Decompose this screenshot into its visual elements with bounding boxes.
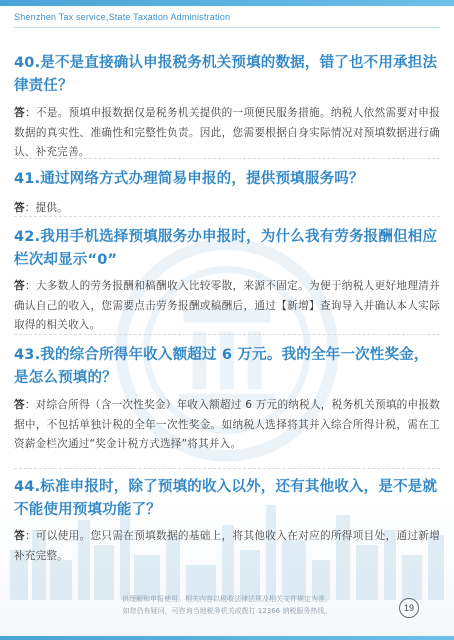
answer-42	[14, 277, 440, 336]
header-title: Shenzhen Tax service,State Taxation Administration	[14, 12, 231, 22]
question-41: 41.通过网络方式办理简易申报的，提供预填服务吗？	[14, 171, 364, 187]
answer-text: ：可以使用。您只需在预填数据的基础上，将其他收入在对应的所得项目处，通过新增补充完整。	[14, 530, 440, 562]
question-43: 43.我的综合所得年收入额超过 6 万元。我的全年一次性奖金，是怎么预填的？	[14, 347, 429, 386]
answer-label: 答	[14, 280, 25, 292]
question-40: 40.是不是直接确认申报税务机关预填的数据，错了也不用承担法律责任？	[14, 55, 438, 94]
question-42: 42.我用手机选择预填服务办申报时，为什么我有劳务报酬但相应栏次却显示“0”	[14, 229, 438, 268]
qa-item-44	[14, 476, 440, 566]
qa-item-41	[14, 168, 440, 219]
answer-text: ：大多数人的劳务报酬和稿酬收入比较零散，来源不固定。为便于纳税人更好地理清并确认自己的收入，您需要点击劳务报酬或稿酬后，通过【新增】查询导入并确认本人实际取得的相关收入。	[14, 280, 440, 331]
answer-text: ：对综合所得（含一次性奖金）年收入额超过 6 万元的纳税人，税务机关预填的申报数据中，不包括单独计税的全年一次性奖金。如纳税人选择将其并入综合所得计税，需在工资薪金栏次通过“奖金计税方式选择”将其并入。	[14, 399, 440, 450]
section-divider	[14, 334, 440, 335]
answer-44	[14, 527, 440, 566]
answer-text: ：提供。	[24, 202, 68, 214]
qa-item-43	[14, 344, 440, 455]
footer-note-line-1: 供理解和申报使用。相关内容以税收法律法规及相关文件规定为准。	[122, 595, 332, 603]
footer-note-line-2: 如您仍有疑问，可咨询当地税务机关或拨打 12366 纳税服务热线。	[122, 607, 332, 615]
qa-item-42	[14, 226, 440, 336]
answer-label: 答	[14, 107, 25, 119]
section-divider	[14, 158, 440, 159]
page-number: 19	[399, 598, 419, 618]
section-divider	[14, 468, 440, 469]
answer-label: 答	[14, 530, 25, 542]
answer-text: ：不是。预填申报数据仅是税务机关提供的一项便民服务措施。纳税人依然需要对申报数据的真实性、准确性和完整性负责。因此，您需要根据自身实际情况对预填数据进行确认、补充完善。	[14, 107, 440, 158]
bottom-accent-bar	[0, 636, 454, 640]
answer-40	[14, 104, 440, 163]
qa-item-40	[14, 52, 440, 163]
answer-label: 答	[14, 399, 25, 411]
question-44: 44.标准申报时，除了预填的收入以外，还有其他收入，是不是就不能使用预填功能了？	[14, 479, 438, 518]
section-divider	[14, 216, 440, 217]
header-rule	[14, 27, 440, 28]
top-accent-bar	[0, 0, 454, 6]
answer-43	[14, 396, 440, 455]
answer-label: 答	[14, 202, 25, 214]
